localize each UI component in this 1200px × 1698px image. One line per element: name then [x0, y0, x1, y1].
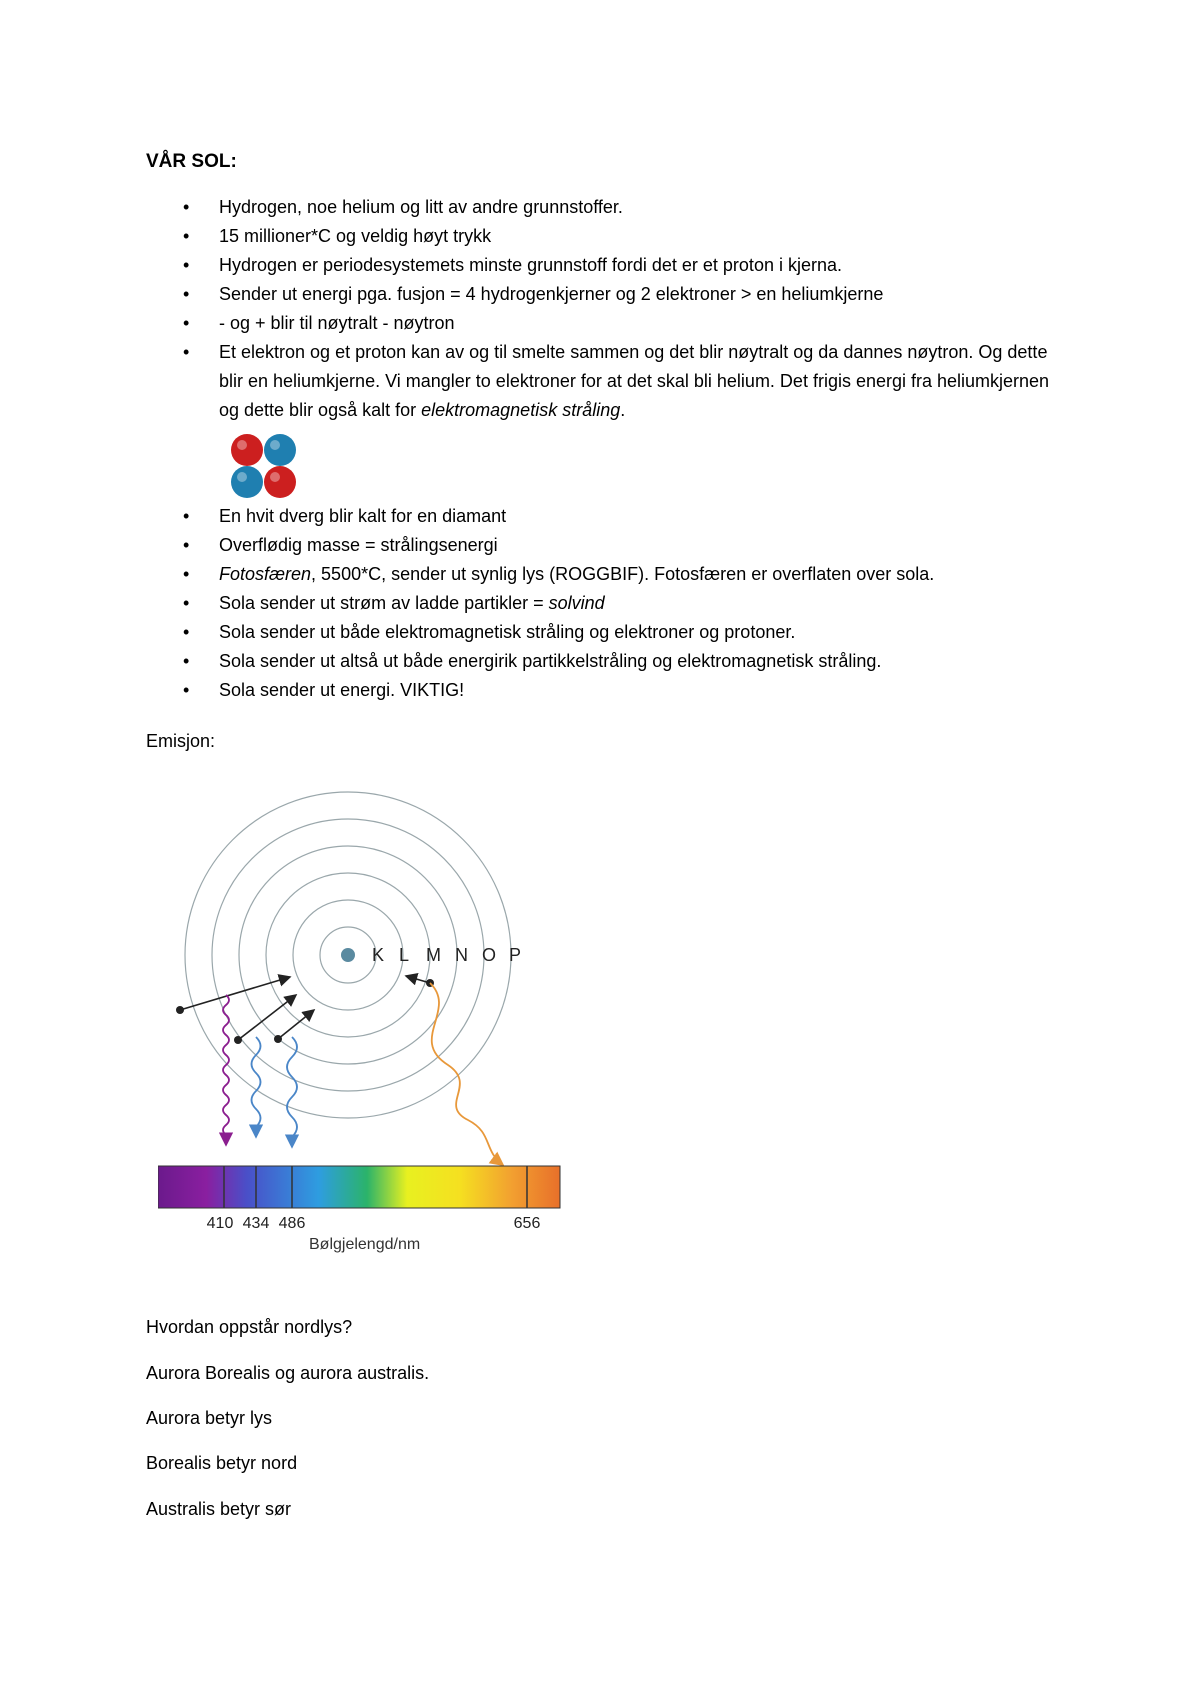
list-item: • Sola sender ut både elektromagnetisk stråling og elektroner og protoner. [146, 618, 1056, 647]
neutron-sphere [231, 466, 263, 498]
list-item: • Fotosfæren, 5500*C, sender ut synlig lys (ROGGBIF). Fotosfæren er overflaten over sola. [146, 560, 1056, 589]
wavelength-axis-label: Bølgjelengd/nm [309, 1236, 421, 1253]
list-item: • Et elektron og et proton kan av og til smelte sammen og det blir nøytralt og da dannes nøytron. Og dette blir en heliumkjerne. Vi mangler to elektroner for at det skal bli helium. Det frigis energi fra heliumkjernen og dette blir også kalt for elektromagnetisk stråling. [146, 338, 1056, 425]
transition-arrow [180, 977, 290, 1010]
shell-label-p: P [509, 945, 522, 965]
emission-diagram [158, 775, 578, 1235]
paragraph-text: Australis betyr sør [146, 1499, 292, 1519]
shell-label-k: K [372, 945, 385, 965]
list-item: • Hydrogen er periodesystemets minste grunnstoff fordi det er et proton i kjerna. [146, 251, 1056, 280]
photon-wave-486 [287, 1037, 297, 1147]
list-item: • Sender ut energi pga. fusjon = 4 hydrogenkjerner og 2 elektroner > en heliumkjerne [146, 280, 1056, 309]
wavelength-tick-label: 656 [513, 1215, 541, 1232]
wavelength-tick-label: 486 [278, 1215, 306, 1232]
shell-label-m: M [426, 945, 441, 965]
proton-sphere [264, 466, 296, 498]
heading-var-sol: VÅR SOL: [146, 151, 237, 172]
wavelength-tick-label: 434 [242, 1215, 270, 1232]
electron-dot [176, 1006, 184, 1014]
paragraph-text: Borealis betyr nord [146, 1453, 298, 1473]
atom-nucleus [341, 948, 355, 962]
bullet-list-bottom [146, 502, 1056, 705]
shell-label-l: L [399, 945, 410, 965]
shell-label-o: O [482, 945, 497, 965]
paragraph-text: Aurora betyr lys [146, 1408, 273, 1428]
proton-sphere [231, 434, 263, 466]
neutron-sphere [264, 434, 296, 466]
bullet-list-top [146, 193, 1056, 425]
list-item: • Sola sender ut altså ut både energirik partikkelstråling og elektromagnetisk stråling. [146, 647, 1056, 676]
wavelength-tick-label: 410 [206, 1215, 234, 1232]
paragraph-text: Aurora Borealis og aurora australis. [146, 1363, 430, 1383]
list-item: • 15 millioner*C og veldig høyt trykk [146, 222, 1056, 251]
electron-dot [274, 1035, 282, 1043]
shell-label-n: N [455, 945, 468, 965]
list-item: • Overflødig masse = strålingsenergi [146, 531, 1056, 560]
transition-arrow [278, 1010, 314, 1039]
list-item: • Sola sender ut energi. VIKTIG! [146, 676, 1056, 705]
photon-wave-656 [430, 983, 503, 1165]
electron-dot [234, 1036, 242, 1044]
question-text: Hvordan oppstår nordlys? [146, 1317, 353, 1337]
list-item: • Hydrogen, noe helium og litt av andre grunnstoffer. [146, 193, 1056, 222]
emission-label: Emisjon: [146, 731, 216, 751]
photon-wave-410 [223, 995, 229, 1145]
visible-spectrum-bar [158, 1166, 560, 1208]
list-item: • Sola sender ut strøm av ladde partikler = solvind [146, 589, 1056, 618]
transition-arrow [238, 995, 296, 1040]
list-item: • - og + blir til nøytralt - nøytron [146, 309, 1056, 338]
list-item: • En hvit dverg blir kalt for en diamant [146, 502, 1056, 531]
helium-nucleus-image [231, 433, 297, 499]
